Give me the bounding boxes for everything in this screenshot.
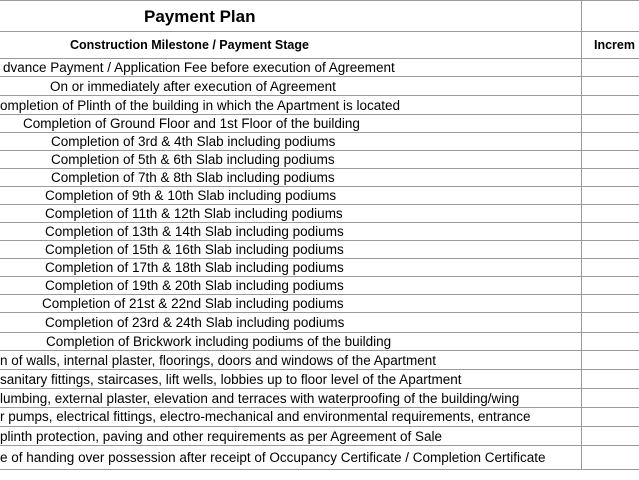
milestone-text: Completion of 15th & 16th Slab including podiums: [45, 242, 344, 257]
table-row: [0, 241, 639, 259]
increment-cell: [582, 370, 639, 388]
milestone-text: lumbing, external plaster, elevation and terraces with waterproofing of the building/wing: [0, 391, 520, 406]
milestone-cell: [0, 169, 582, 186]
milestone-text: sanitary fittings, staircases, lift wells, lobbies up to floor level of the Apartment: [0, 372, 462, 387]
milestone-cell: [0, 446, 582, 469]
milestone-text: Completion of 19th & 20th Slab including podiums: [45, 278, 344, 293]
title-cell: [0, 0, 582, 31]
increment-cell: [582, 223, 639, 240]
table-row: [0, 277, 639, 295]
milestone-cell: [0, 427, 582, 445]
increment-cell: [582, 59, 639, 76]
table-row: [0, 205, 639, 223]
increment-cell: [582, 446, 639, 469]
milestone-cell: [0, 187, 582, 204]
increment-cell: [582, 259, 639, 276]
milestone-cell: [0, 370, 582, 388]
increment-cell: [582, 187, 639, 204]
milestone-cell: [0, 223, 582, 240]
milestone-cell: [0, 115, 582, 132]
increment-cell: [582, 407, 639, 426]
milestone-text: r pumps, electrical fittings, electro-mechanical and environmental requirements, entrance: [0, 409, 531, 424]
milestone-text: Completion of 9th & 10th Slab including podiums: [45, 188, 337, 203]
increment-cell: [582, 205, 639, 222]
milestone-text: Completion of 11th & 12th Slab including podiums: [45, 206, 343, 221]
table-row: [0, 313, 639, 333]
milestone-text: dvance Payment / Application Fee before execution of Agreement: [3, 60, 395, 75]
increment-cell: [582, 77, 639, 95]
milestone-cell: [0, 259, 582, 276]
table-row: [0, 151, 639, 169]
milestone-text: n of walls, internal plaster, floorings, doors and windows of the Apartment: [0, 353, 436, 368]
milestone-cell: [0, 151, 582, 168]
milestone-text: On or immediately after execution of Agreement: [50, 79, 336, 94]
milestone-cell: [0, 277, 582, 294]
milestone-cell: [0, 77, 582, 95]
milestone-cell: [0, 205, 582, 222]
page-title: Payment Plan: [144, 7, 256, 26]
increment-cell: [582, 295, 639, 312]
header-milestone-cell: [0, 32, 582, 58]
table-row: [0, 115, 639, 133]
milestone-cell: [0, 295, 582, 312]
table-row: [0, 77, 639, 96]
table-row: [0, 169, 639, 187]
milestone-text: e of handing over possession after receipt of Occupancy Certificate / Completion Certificate: [0, 450, 546, 465]
table-row: [0, 370, 639, 389]
table-row: [0, 389, 639, 408]
increment-column-header: Increm: [594, 38, 635, 52]
table-row: [0, 295, 639, 313]
milestone-text: Completion of Ground Floor and 1st Floor of the building: [23, 116, 360, 131]
increment-cell: [582, 241, 639, 258]
increment-cell: [582, 389, 639, 407]
milestone-cell: [0, 313, 582, 332]
table-row: [0, 333, 639, 351]
table-row: [0, 259, 639, 277]
table-row: [0, 187, 639, 205]
milestone-text: Completion of 17th & 18th Slab including podiums: [45, 260, 344, 275]
milestone-text: Completion of Brickwork including podiums of the building: [46, 334, 392, 349]
milestone-cell: [0, 333, 582, 350]
milestone-text: Completion of 7th & 8th Slab including podiums: [51, 170, 335, 185]
table-row: [0, 351, 639, 370]
milestone-cell: [0, 351, 582, 369]
increment-cell: [582, 151, 639, 168]
increment-cell: [582, 96, 639, 114]
milestone-text: ompletion of Plinth of the building in which the Apartment is located: [0, 98, 400, 113]
title-row: [0, 0, 639, 32]
header-row: [0, 32, 639, 59]
table-row: [0, 133, 639, 151]
milestone-cell: [0, 96, 582, 114]
increment-cell: [582, 277, 639, 294]
milestone-cell: [0, 59, 582, 76]
table-row: [0, 427, 639, 446]
milestone-cell: [0, 241, 582, 258]
milestone-text: Completion of 21st & 22nd Slab including podiums: [42, 296, 344, 311]
table-row: [0, 59, 639, 77]
milestone-text: Completion of 5th & 6th Slab including podiums: [51, 152, 335, 167]
increment-cell: [582, 313, 639, 332]
increment-cell: [582, 115, 639, 132]
increment-cell: [582, 427, 639, 445]
table-row: [0, 446, 639, 470]
table-row: [0, 407, 639, 427]
table-row: [0, 96, 639, 115]
increment-cell: [582, 133, 639, 150]
title-side-cell: [582, 0, 639, 31]
milestone-text: Completion of 23rd & 24th Slab including podiums: [45, 315, 345, 330]
increment-cell: [582, 333, 639, 350]
increment-cell: [582, 351, 639, 369]
milestone-text: Completion of 13th & 14th Slab including podiums: [45, 224, 344, 239]
milestone-column-header: Construction Milestone / Payment Stage: [70, 38, 309, 52]
milestone-cell: [0, 133, 582, 150]
header-side-cell: [582, 32, 639, 58]
increment-cell: [582, 169, 639, 186]
milestone-text: Completion of 3rd & 4th Slab including podiums: [51, 134, 336, 149]
table-row: [0, 223, 639, 241]
milestone-cell: [0, 389, 582, 407]
milestone-text: plinth protection, paving and other requirements as per Agreement of Sale: [0, 429, 443, 444]
milestone-cell: [0, 407, 582, 426]
